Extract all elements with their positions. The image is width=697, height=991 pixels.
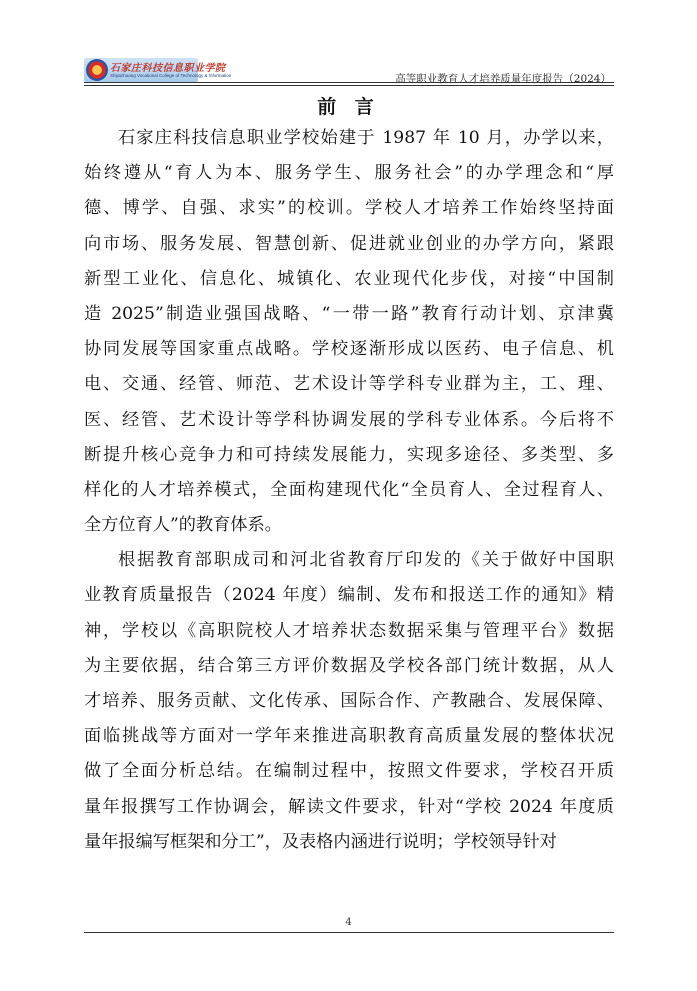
logo-subtext: Shijiazhuang Vocational College of Technology & Information xyxy=(110,73,232,78)
text-line: 始终遵从“育人为本、服务学生、服务社会”的办学理念和“厚 xyxy=(84,163,614,184)
school-emblem-icon xyxy=(86,59,108,81)
text-line: 造 2025”制造业强国战略、“一带一路”教育行动计划、京津冀 xyxy=(84,303,614,324)
paragraph xyxy=(84,121,614,543)
header-rule xyxy=(84,82,614,83)
text-line: 断提升核心竞争力和可持续发展能力，实现多途径、多类型、多 xyxy=(84,444,614,465)
footer-rule xyxy=(84,932,614,933)
text-line: 神，学校以《高职院校人才培养状态数据采集与管理平台》数据 xyxy=(84,620,614,641)
text-line: 德、博学、自强、求实”的校训。学校人才培养工作始终坚持面 xyxy=(84,198,614,219)
text-line: 做了全面分析总结。在编制过程中，按照文件要求，学校召开质 xyxy=(84,761,614,782)
text-line: 样化的人才培养模式，全面构建现代化“全员育人、全过程育人、 xyxy=(84,479,614,500)
text-line: 业教育质量报告（2024 年度）编制、发布和报送工作的通知》精 xyxy=(84,585,614,606)
text-line: 石家庄科技信息职业学校始建于 1987 年 10 月，办学以来， xyxy=(118,128,614,148)
paragraph xyxy=(84,543,614,860)
text-line: 才培养、服务贡献、文化传承、国际合作、产教融合、发展保障、 xyxy=(84,691,614,711)
body-text xyxy=(84,121,614,860)
school-logo xyxy=(84,58,232,82)
text-line: 为主要依据，结合第三方评价数据及学校各部门统计数据，从人 xyxy=(84,655,614,676)
text-line: 医、经管、艺术设计等学科协调发展的学科专业体系。今后将不 xyxy=(84,409,614,430)
text-line: 根据教育部职成司和河北省教育厅印发的《关于做好中国职 xyxy=(118,550,614,571)
page-number: 4 xyxy=(345,917,352,928)
text-line: 新型工业化、信息化、城镇化、农业现代化步伐，对接“中国制 xyxy=(84,268,614,289)
text-line: 量年报撰写工作协调会，解读文件要求，针对“学校 2024 年度质 xyxy=(84,796,614,817)
text-line: 全方位育人”的教育体系。 xyxy=(84,515,282,536)
text-line: 电、交通、经管、师范、艺术设计等学科专业群为主，工、理、 xyxy=(84,374,614,395)
text-line: 向市场、服务发展、智慧创新、促进就业创业的办学方向，紧跟 xyxy=(84,233,614,254)
text-line: 面临挑战等方面对一学年来推进高职教育高质量发展的整体状况 xyxy=(84,726,614,747)
report-title: 高等职业教育人才培养质量年度报告（2024） xyxy=(395,73,611,85)
text-line: 量年报编写框架和分工”，及表格内涵进行说明；学校领导针对 xyxy=(84,831,557,852)
logo-text: 石家庄科技信息职业学院 xyxy=(110,63,226,74)
page-heading: 前 言 xyxy=(317,96,380,118)
text-line: 协同发展等国家重点战略。学校逐渐形成以医药、电子信息、机 xyxy=(84,339,614,360)
header-rule-thin xyxy=(84,85,614,86)
